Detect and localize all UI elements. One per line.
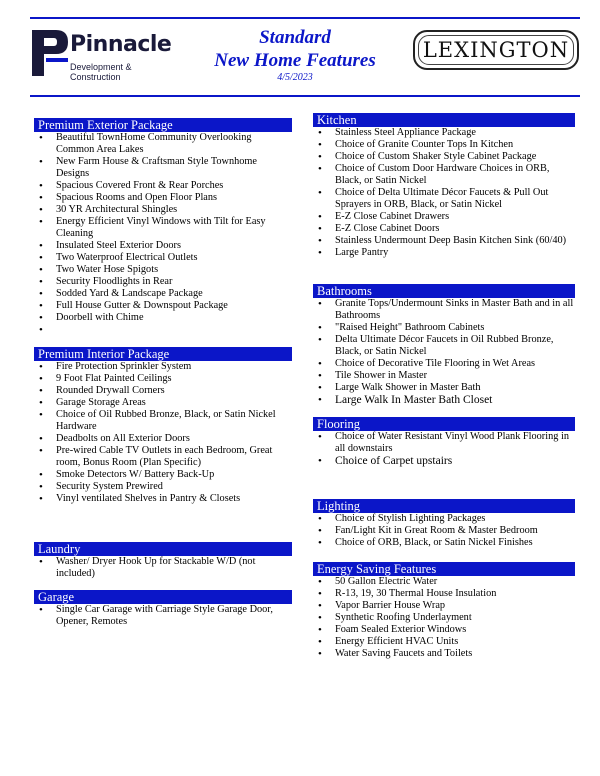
header-rule	[30, 95, 580, 97]
pinnacle-p-icon	[30, 28, 70, 78]
feature-item: • Garage Storage Areas	[36, 397, 292, 409]
feature-item: • Delta Ultimate Décor Faucets in Oil Rubbed Bronze, Black, or Satin Nickel	[315, 334, 575, 358]
document-date: 4/5/2023	[277, 72, 313, 83]
feature-item: • Single Car Garage with Carriage Style Garage Door, Opener, Remotes	[36, 604, 292, 628]
title-line-2: New Home Features	[214, 50, 376, 71]
feature-item: • E-Z Close Cabinet Doors	[315, 223, 575, 235]
section-header: Flooring	[313, 417, 575, 431]
feature-item: • 50 Gallon Electric Water	[315, 576, 575, 588]
feature-list	[313, 298, 575, 407]
feature-item: • Choice of Delta Ultimate Décor Faucets & Pull Out Sprayers in ORB, Black, or Satin Nickel	[315, 187, 575, 211]
feature-item: • Water Saving Faucets and Toilets	[315, 648, 575, 660]
feature-item: • Doorbell with Chime	[36, 312, 292, 324]
section-header: Premium Interior Package	[34, 347, 292, 361]
lexington-logo: LEXINGTON	[413, 30, 579, 70]
feature-item: • 30 YR Architectural Shingles	[36, 204, 292, 216]
feature-item: • Choice of Granite Counter Tops In Kitchen	[315, 139, 575, 151]
feature-item	[36, 324, 292, 336]
feature-item: • "Raised Height" Bathroom Cabinets	[315, 322, 575, 334]
feature-list	[34, 556, 292, 580]
section-header: Laundry	[34, 542, 292, 556]
feature-item: • Choice of Custom Shaker Style Cabinet Package	[315, 151, 575, 163]
feature-item: • Choice of Decorative Tile Flooring in Wet Areas	[315, 358, 575, 370]
feature-item: • Fan/Light Kit in Great Room & Master Bedroom	[315, 525, 575, 537]
section-garage	[34, 590, 292, 628]
feature-item: • Vinyl ventilated Shelves in Pantry & Closets	[36, 493, 292, 505]
feature-item: • Foam Sealed Exterior Windows	[315, 624, 575, 636]
feature-item: • Granite Tops/Undermount Sinks in Master Bath and in all Bathrooms	[315, 298, 575, 322]
title-line-1: Standard	[259, 27, 331, 48]
section-kitchen	[313, 113, 575, 259]
section-bathrooms	[313, 284, 575, 407]
feature-item: • Synthetic Roofing Underlayment	[315, 612, 575, 624]
feature-item: • Choice of Oil Rubbed Bronze, Black, or Satin Nickel Hardware	[36, 409, 292, 433]
page-title	[185, 26, 405, 84]
feature-item: • Choice of Custom Door Hardware Choices in ORB, Black, or Satin Nickel	[315, 163, 575, 187]
feature-item: • Fire Protection Sprinkler System	[36, 361, 292, 373]
feature-list	[313, 127, 575, 259]
feature-item: • Sodded Yard & Landscape Package	[36, 288, 292, 300]
feature-item: • Large Pantry	[315, 247, 575, 259]
feature-list	[313, 431, 575, 468]
section-header: Kitchen	[313, 113, 575, 127]
feature-list	[313, 576, 575, 660]
section-energy-saving	[313, 562, 575, 660]
feature-item: • Energy Efficient Vinyl Windows with Tilt for Easy Cleaning	[36, 216, 292, 240]
feature-item: • Tile Shower in Master	[315, 370, 575, 382]
feature-item: • Washer/ Dryer Hook Up for Stackable W/D (not included)	[36, 556, 292, 580]
section-laundry	[34, 542, 292, 580]
feature-item: • E-Z Close Cabinet Drawers	[315, 211, 575, 223]
feature-item: • Beautiful TownHome Community Overlooking Common Area Lakes	[36, 132, 292, 156]
feature-item: • Stainless Steel Appliance Package	[315, 127, 575, 139]
section-premium-interior	[34, 347, 292, 505]
feature-item: • Security System Prewired	[36, 481, 292, 493]
feature-list	[34, 604, 292, 628]
section-flooring	[313, 417, 575, 468]
feature-item: • Choice of Water Resistant Vinyl Wood Plank Flooring in all downstairs	[315, 431, 575, 455]
feature-item: • Energy Efficient HVAC Units	[315, 636, 575, 648]
feature-item: • Spacious Rooms and Open Floor Plans	[36, 192, 292, 204]
feature-item: • Choice of Stylish Lighting Packages	[315, 513, 575, 525]
section-premium-exterior	[34, 118, 292, 336]
feature-item: • Stainless Undermount Deep Basin Kitchen Sink (60/40)	[315, 235, 575, 247]
feature-list	[313, 513, 575, 549]
section-header: Energy Saving Features	[313, 562, 575, 576]
feature-item: • Two Water Hose Spigots	[36, 264, 292, 276]
feature-item: • Security Floodlights in Rear	[36, 276, 292, 288]
section-header: Lighting	[313, 499, 575, 513]
feature-item: • Smoke Detectors W/ Battery Back-Up	[36, 469, 292, 481]
logo-brand-text: Pinnacle	[70, 32, 172, 57]
feature-item: • Large Walk Shower in Master Bath	[315, 382, 575, 394]
section-header: Premium Exterior Package	[34, 118, 292, 132]
section-lighting	[313, 499, 575, 549]
feature-item: • Vapor Barrier House Wrap	[315, 600, 575, 612]
section-header: Bathrooms	[313, 284, 575, 298]
feature-item: • Spacious Covered Front & Rear Porches	[36, 180, 292, 192]
feature-item: • Large Walk In Master Bath Closet	[315, 394, 575, 407]
logo-subtitle: Development & Construction	[70, 62, 132, 82]
feature-item: • R-13, 19, 30 Thermal House Insulation	[315, 588, 575, 600]
section-header: Garage	[34, 590, 292, 604]
feature-item: • Pre-wired Cable TV Outlets in each Bedroom, Great room, Bonus Room (Plan Specific)	[36, 445, 292, 469]
feature-item: • Full House Gutter & Downspout Package	[36, 300, 292, 312]
feature-item: • Choice of ORB, Black, or Satin Nickel Finishes	[315, 537, 575, 549]
feature-item: • 9 Foot Flat Painted Ceilings	[36, 373, 292, 385]
feature-item: • Rounded Drywall Corners	[36, 385, 292, 397]
top-rule	[30, 17, 580, 19]
feature-item: • New Farm House & Craftsman Style Townhome Designs	[36, 156, 292, 180]
feature-item: • Insulated Steel Exterior Doors	[36, 240, 292, 252]
feature-list	[34, 132, 292, 336]
feature-item: • Deadbolts on All Exterior Doors	[36, 433, 292, 445]
pinnacle-logo	[30, 28, 172, 82]
feature-item: • Choice of Carpet upstairs	[315, 455, 575, 468]
feature-list	[34, 361, 292, 505]
feature-item: • Two Waterproof Electrical Outlets	[36, 252, 292, 264]
